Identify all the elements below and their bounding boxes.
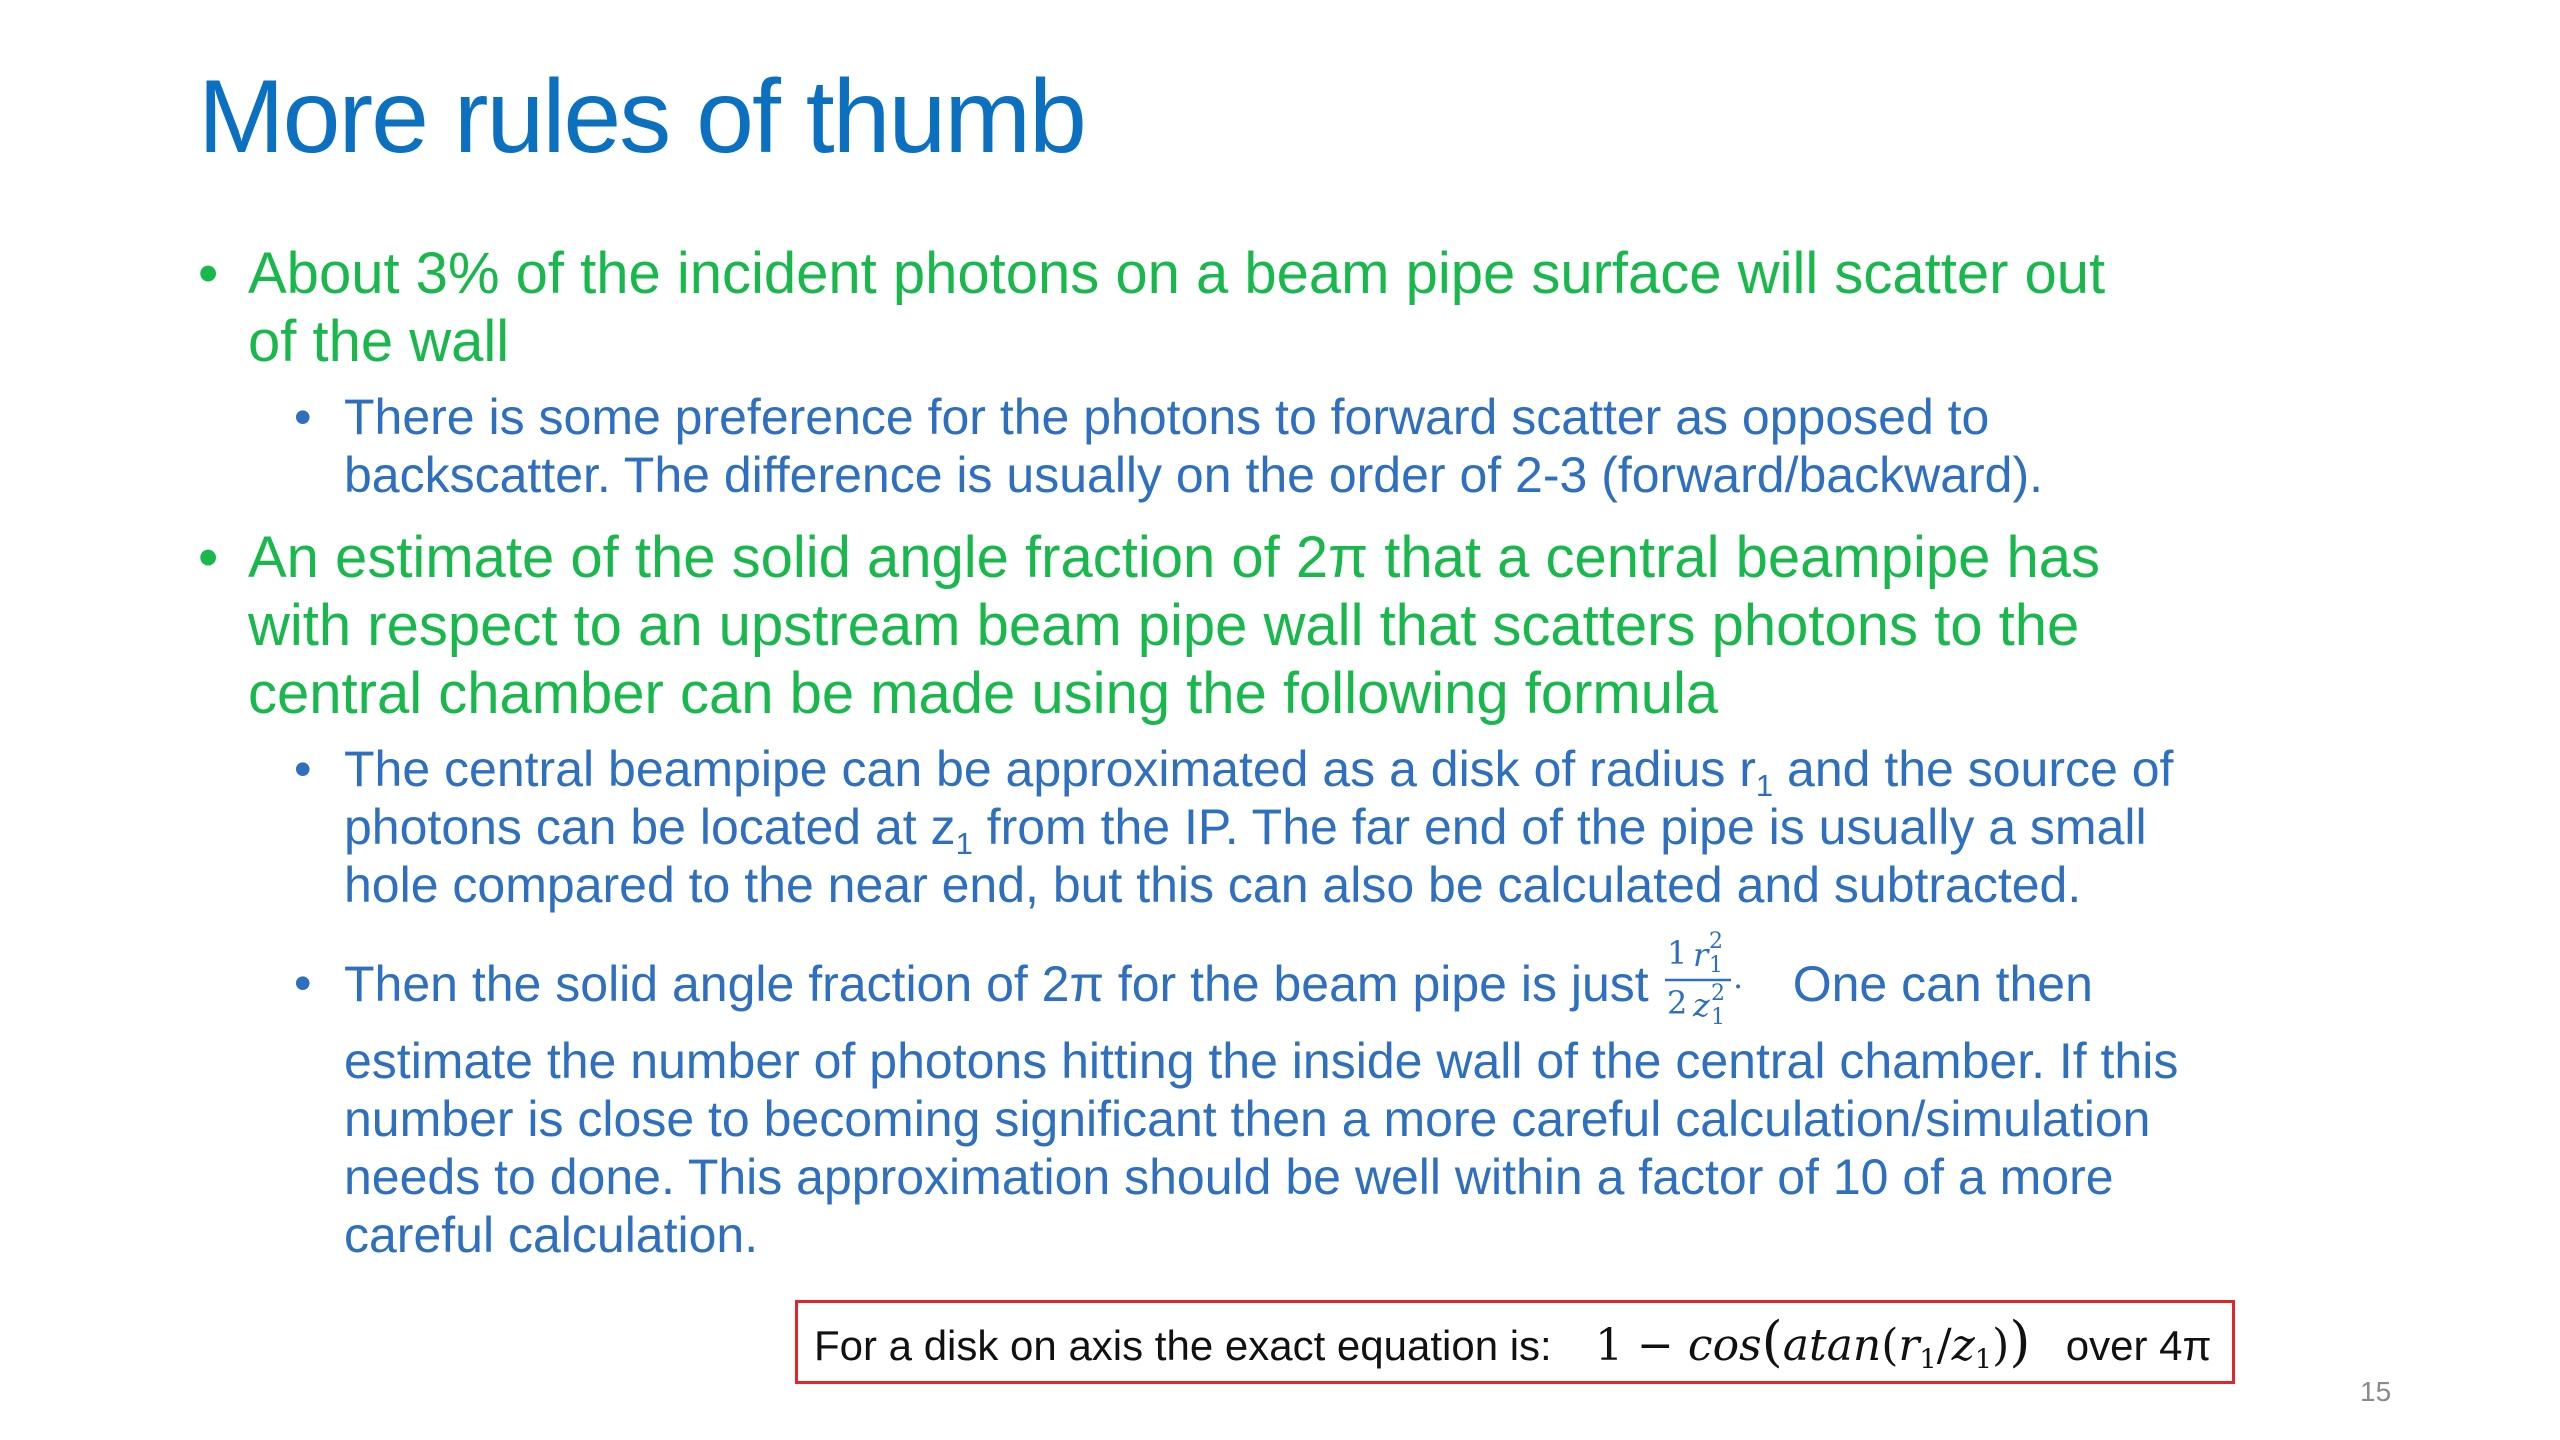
bullet-text-line: careful calculation. — [344, 1207, 759, 1263]
bullet-text-line: An estimate of the solid angle fraction of 2π that a central beampipe has — [248, 525, 2101, 590]
bullet-text-line: with respect to an upstream beam pipe wall that scatters photons to the — [248, 593, 2080, 658]
fraction-svg — [1663, 930, 1755, 1026]
page-number: 15 — [2360, 1376, 2392, 1407]
bullet-text-line — [344, 740, 2428, 803]
equation-z: z — [1951, 1320, 1975, 1371]
text-fragment: and the source of — [1773, 741, 2174, 797]
bullet-text-line: estimate the number of photons hitting the inside wall of the central chamber. If this — [344, 1033, 2179, 1089]
fraction-num-var: r — [1692, 936, 1708, 974]
slash-icon: / — [1936, 1320, 1952, 1371]
text-fragment: The central beampipe can be approximated as a disk of radius r — [344, 741, 1756, 797]
fraction-num-sub: 1 — [1708, 953, 1723, 978]
paren-close-icon: ) — [1992, 1320, 2010, 1371]
bullet-level2 — [198, 740, 2428, 914]
equation-r: r — [1898, 1320, 1920, 1371]
bullet-text-line — [344, 798, 2428, 861]
subscript: 1 — [955, 825, 973, 861]
bullet-text-line: number is close to becoming significant then a more careful calculation/simulation — [344, 1091, 2151, 1147]
text-fragment: from the IP. The far end of the pipe is usually a small — [972, 799, 2147, 855]
paren-open-icon: ( — [1761, 1310, 1783, 1373]
text-fragment: Then the solid angle fraction of 2π for the beam pipe is just — [344, 956, 1649, 1012]
fraction-num-coef: 1 — [1666, 934, 1688, 972]
bullet-text-line: needs to done. This approximation should be well within a factor of 10 of a more — [344, 1149, 2114, 1205]
exact-equation-box — [795, 1300, 2235, 1384]
equation-cos: cos — [1687, 1320, 1762, 1371]
bullet-dot-icon: • — [294, 955, 312, 1011]
bullet-text-line: of the wall — [248, 309, 510, 374]
bullet-dot-icon: • — [294, 741, 312, 797]
formula-suffix: over 4π — [2065, 1322, 2212, 1369]
subscript: 1 — [1755, 767, 1774, 803]
bullet-dot-icon: • — [198, 525, 219, 590]
bullet-level1 — [198, 524, 2428, 728]
paren-close-icon: ) — [2009, 1310, 2031, 1373]
formula-equation — [1595, 1310, 2031, 1376]
bullet-level1 — [198, 240, 2428, 376]
bullet-text-line: backscatter. The difference is usually on the order of 2-3 (forward/backward). — [344, 447, 2043, 503]
bullet-text-line: There is some preference for the photons to forward scatter as opposed to — [344, 389, 1990, 445]
bullet-dot-icon: • — [198, 241, 219, 306]
bullet-dot-icon: • — [294, 389, 312, 445]
equation-r-sub: 1 — [1919, 1344, 1937, 1376]
bullet-text-line: About 3% of the incident photons on a beam pipe surface will scatter out — [248, 241, 2106, 306]
bullet-level2 — [198, 388, 2428, 504]
fraction-den-exp: 2 — [1710, 981, 1725, 1006]
fraction-trailing: . — [1732, 958, 1743, 996]
text-fragment: photons can be located at z — [344, 799, 956, 855]
bullet-text-line: hole compared to the near end, but this can also be calculated and subtracted. — [344, 857, 2082, 913]
paren-open-icon: ( — [1881, 1320, 1899, 1371]
fraction-den-coef: 2 — [1666, 984, 1688, 1022]
solid-angle-fraction — [1663, 930, 1755, 1026]
bullet-level2 — [198, 930, 2428, 1264]
equation-z-sub: 1 — [1974, 1344, 1993, 1376]
slide-title: More rules of thumb — [198, 59, 1085, 175]
bullet-text-line: central chamber can be made using the following formula — [248, 661, 1719, 726]
fraction-num-exp: 2 — [1708, 930, 1723, 954]
text-fragment: One can then — [1792, 956, 2093, 1012]
fraction-den-sub: 1 — [1710, 1005, 1725, 1026]
slide-content — [198, 240, 2428, 1264]
equation-atan: atan — [1782, 1320, 1882, 1371]
bullet-text-line — [344, 930, 2428, 1032]
formula-prefix: For a disk on axis the exact equation is: — [814, 1322, 1552, 1369]
equation-lead: 1 − — [1595, 1320, 1688, 1371]
fraction-den-var: z — [1692, 986, 1710, 1024]
